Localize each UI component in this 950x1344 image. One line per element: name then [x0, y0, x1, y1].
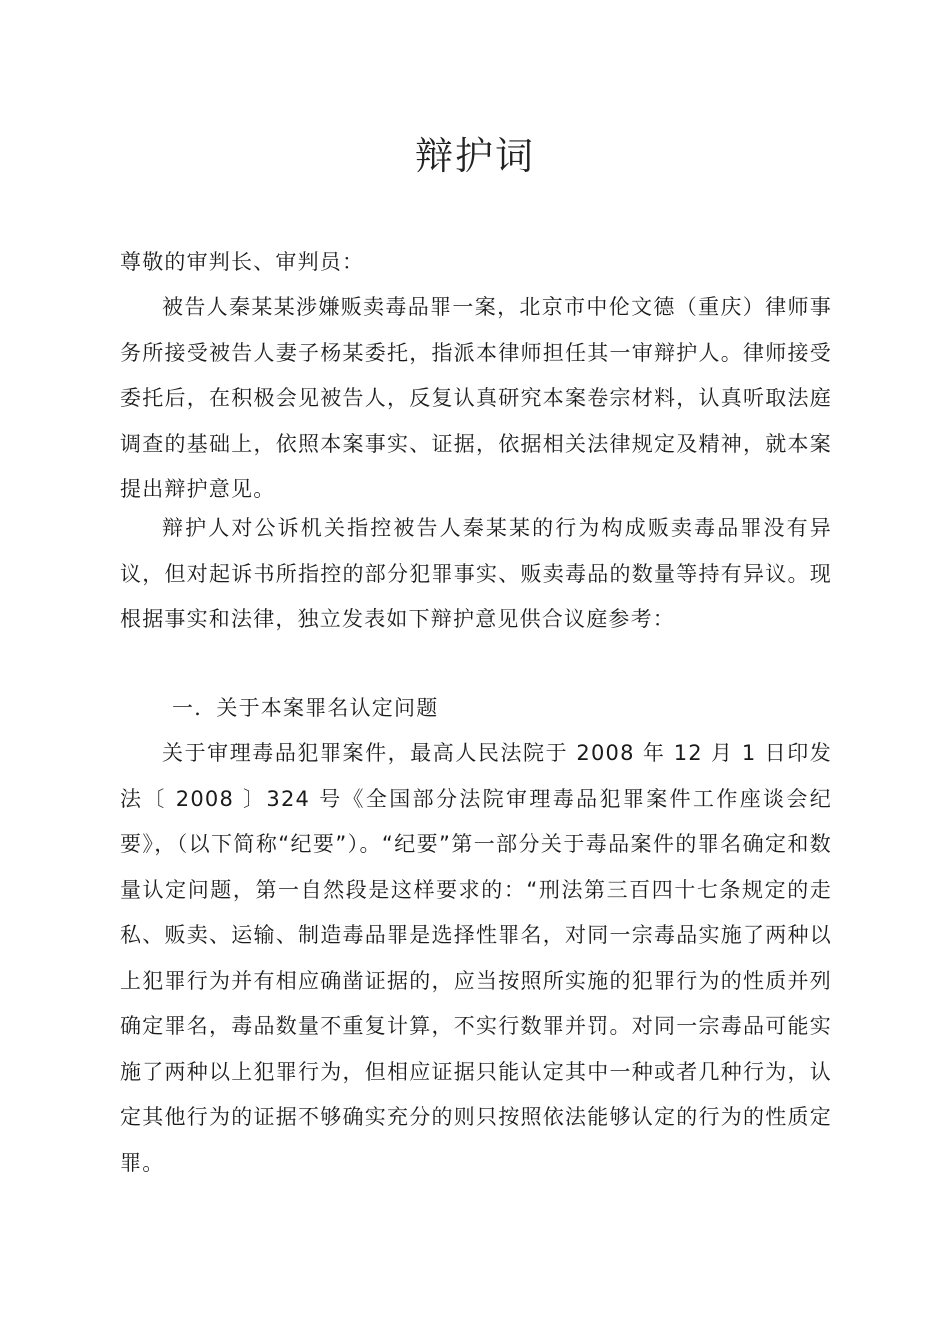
section-1-paragraph: 关于审理毒品犯罪案件，最高人民法院于 2008 年 12 月 1 日印发法〔 2008 〕324 号《全国部分法院审理毒品犯罪案件工作座谈会纪要》，（以下简称“纪要”）。“纪要”第一部分关于毒品案件的罪名确定和数量认定问题，第一自然段是这样要求的：“刑法第三百四十七条规定的走私、贩卖、运输、制造毒品罪是选择性罪名，对同一宗毒品实施了两种以上犯罪行为并有相应确凿证据的，应当按照所实施的犯罪行为的性质并列确定罪名，毒品数量不重复计算，不实行数罪并罚。对同一宗毒品可能实施了两种以上犯罪行为，但相应证据只能认定其中一种或者几种行为，认定其他行为的证据不够确实充分的则只按照依法能够认定的行为的性质定罪。: [120, 741, 832, 1175]
intro-paragraph: 被告人秦某某涉嫌贩卖毒品罪一案，北京市中伦文德（重庆）律师事务所接受被告人妻子杨某委托，指派本律师担任其一审辩护人。律师接受委托后，在积极会见被告人，反复认真研究本案卷宗材料，认真听取法庭调查的基础上，依照本案事实、证据，依据相关法律规定及精神，就本案提出辩护意见。: [120, 295, 832, 501]
salutation: 尊敬的审判长、审判员：: [120, 250, 365, 274]
paragraph-block-2: [120, 506, 832, 643]
position-paragraph: 辩护人对公诉机关指控被告人秦某某的行为构成贩卖毒品罪没有异议，但对起诉书所指控的部分犯罪事实、贩卖毒品的数量等持有异议。现根据事实和法律，独立发表如下辩护意见供合议庭参考：: [120, 516, 832, 631]
document-title: 辩护词: [414, 134, 535, 178]
section-heading-1: 一．关于本案罪名认定问题: [172, 696, 439, 720]
paragraph-block-1: [120, 285, 832, 513]
paragraph-block-3: [120, 731, 832, 1186]
